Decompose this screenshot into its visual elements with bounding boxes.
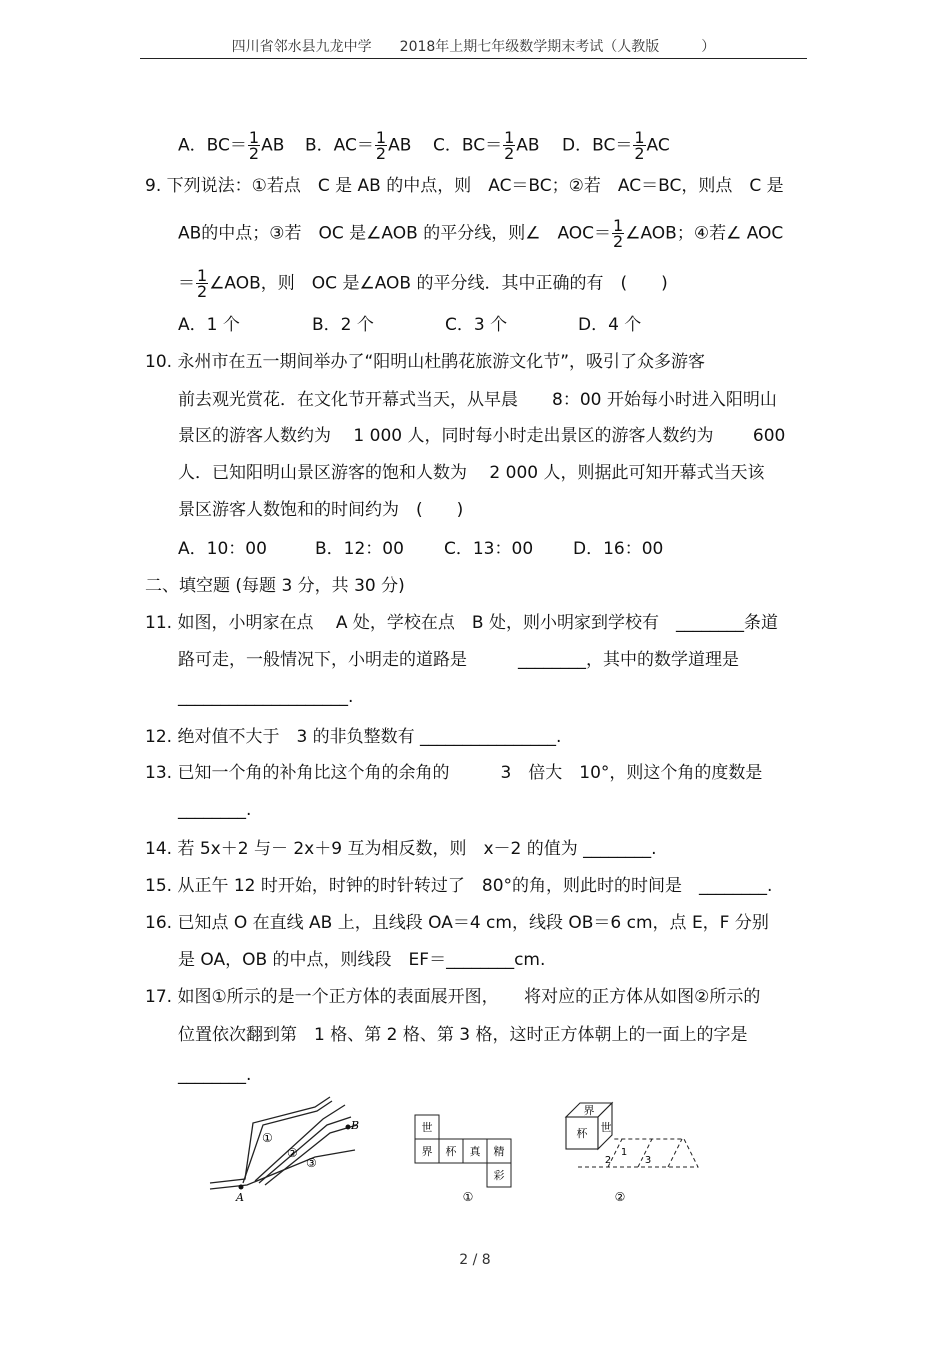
q16-line-2: 是 OA，OB 的中点，则线段 EF＝________cm. [178, 950, 546, 970]
net-cell-4: 真 [469, 1145, 481, 1158]
q9-option-d: D．4 个 [578, 315, 642, 335]
q10-option-a: A．10：00 [178, 539, 267, 559]
net-caption: ① [462, 1190, 474, 1203]
q10-line-5: 景区游客人数饱和的时间约为 ( ) [178, 500, 464, 520]
point-a-dot [239, 1185, 244, 1190]
q10-option-d: D．16：00 [573, 539, 664, 559]
cube-net-figure [412, 1113, 524, 1203]
q10-option-b: B．12：00 [315, 539, 404, 559]
q9-line-2: AB的中点；③若 OC 是∠AOB 的平分线，则∠ AOC＝ $\frac{1}{2}$ ∠AOB；④若∠ AOC [178, 216, 784, 251]
q10-line-3: 景区的游客人数约为 1 000 人，同时每小时走出景区的游客人数约为 600 [178, 426, 786, 446]
page-number: 2 / 8 [459, 1252, 491, 1268]
q11-line-3: ____________________. [178, 687, 354, 707]
point-b-dot [346, 1125, 351, 1130]
route-1-label: ① [262, 1131, 273, 1145]
cube-grid-figure [558, 1097, 708, 1205]
q11-line-1: 11. 如图，小明家在点 A 处，学校在点 B 处，则小明家到学校有 ________条道 [145, 613, 778, 633]
q16-line-1: 16. 已知点 O 在直线 AB 上，且线段 OA＝4 cm，线段 OB＝6 cm，点 E，F 分别 [145, 913, 769, 933]
q17-line-1: 17. 如图①所示的是一个正方体的表面展开图， 将对应的正方体从如图②所示的 [145, 987, 761, 1007]
cube-top-face: 界 [583, 1104, 595, 1117]
point-a-label: A [236, 1191, 244, 1204]
net-cell-5: 精 [493, 1145, 505, 1158]
q9-option-a: A．1 个 [178, 315, 240, 335]
q8-option-d: D．BC＝ $\frac{1}{2}$ AC [562, 128, 670, 163]
net-cell-6: 彩 [493, 1169, 505, 1182]
section-title: 二、填空题 (每题 3 分，共 30 分) [145, 576, 405, 596]
grid-label-1: 1 [620, 1147, 628, 1158]
q8-option-a: A．BC＝ $\frac{1}{2}$ AB [178, 128, 285, 163]
page-header: 四川省邻水县九龙中学 2018年上期七年级数学期末考试（人教版 ） [140, 36, 807, 59]
q12: 12. 绝对值不大于 3 的非负整数有 ________________. [145, 727, 562, 747]
q10-line-1: 10. 永州市在五一期间举办了“阳明山杜鹃花旅游文化节”，吸引了众多游客 [145, 352, 706, 372]
q13-line-2: ________. [178, 800, 252, 820]
cube-caption: ② [614, 1190, 626, 1204]
q9-option-b: B．2 个 [312, 315, 374, 335]
q8-option-c: C．BC＝ $\frac{1}{2}$ AB [433, 128, 540, 163]
q9-option-c: C．3 个 [445, 315, 508, 335]
q10-line-4: 人．已知阳明山景区游客的饱和人数为 2 000 人，则据此可知开幕式当天该 [178, 463, 765, 483]
q15: 15. 从正午 12 时开始，时钟的时针转过了 80°的角，则此时的时间是 ________. [145, 876, 773, 896]
route-3-label: ③ [306, 1156, 317, 1170]
q17-line-2: 位置依次翻到第 1 格、第 2 格、第 3 格，这时正方体朝上的一面上的字是 [178, 1025, 748, 1045]
route-2-label: ② [287, 1146, 298, 1160]
q11-line-2: 路可走，一般情况下，小明走的道路是 ________，其中的数学道理是 [178, 650, 739, 670]
q17-line-3: ________. [178, 1065, 252, 1085]
cube-front-face: 杯 [576, 1127, 588, 1140]
route-map-figure [205, 1095, 365, 1205]
grid-label-2: 2 [604, 1155, 612, 1166]
q10-line-2: 前去观光赏花．在文化节开幕式当天，从早晨 8：00 开始每小时进入阳明山 [178, 390, 777, 410]
q8-option-b: B．AC＝ $\frac{1}{2}$ AB [305, 128, 412, 163]
q10-option-c: C．13：00 [444, 539, 534, 559]
point-b-label: B [351, 1119, 360, 1132]
q9-line-3: ＝ $\frac{1}{2}$ ∠AOB，则 OC 是∠AOB 的平分线．其中正确的有 ( ) [178, 266, 668, 301]
q13-line-1: 13. 已知一个角的补角比这个角的余角的 3 倍大 10°，则这个角的度数是 [145, 763, 763, 783]
q14: 14. 若 5x＋2 与－ 2x＋9 互为相反数，则 x－2 的值为 ________. [145, 839, 657, 859]
net-cell-1: 世 [421, 1121, 433, 1134]
net-cell-2: 界 [421, 1145, 433, 1158]
net-cell-3: 杯 [445, 1145, 457, 1158]
q9-line-1: 9. 下列说法：①若点 C 是 AB 的中点，则 AC＝BC；②若 AC＝BC，则点 C 是 [145, 176, 784, 196]
grid-label-3: 3 [644, 1155, 652, 1166]
cube-side-face: 世 [600, 1121, 612, 1134]
